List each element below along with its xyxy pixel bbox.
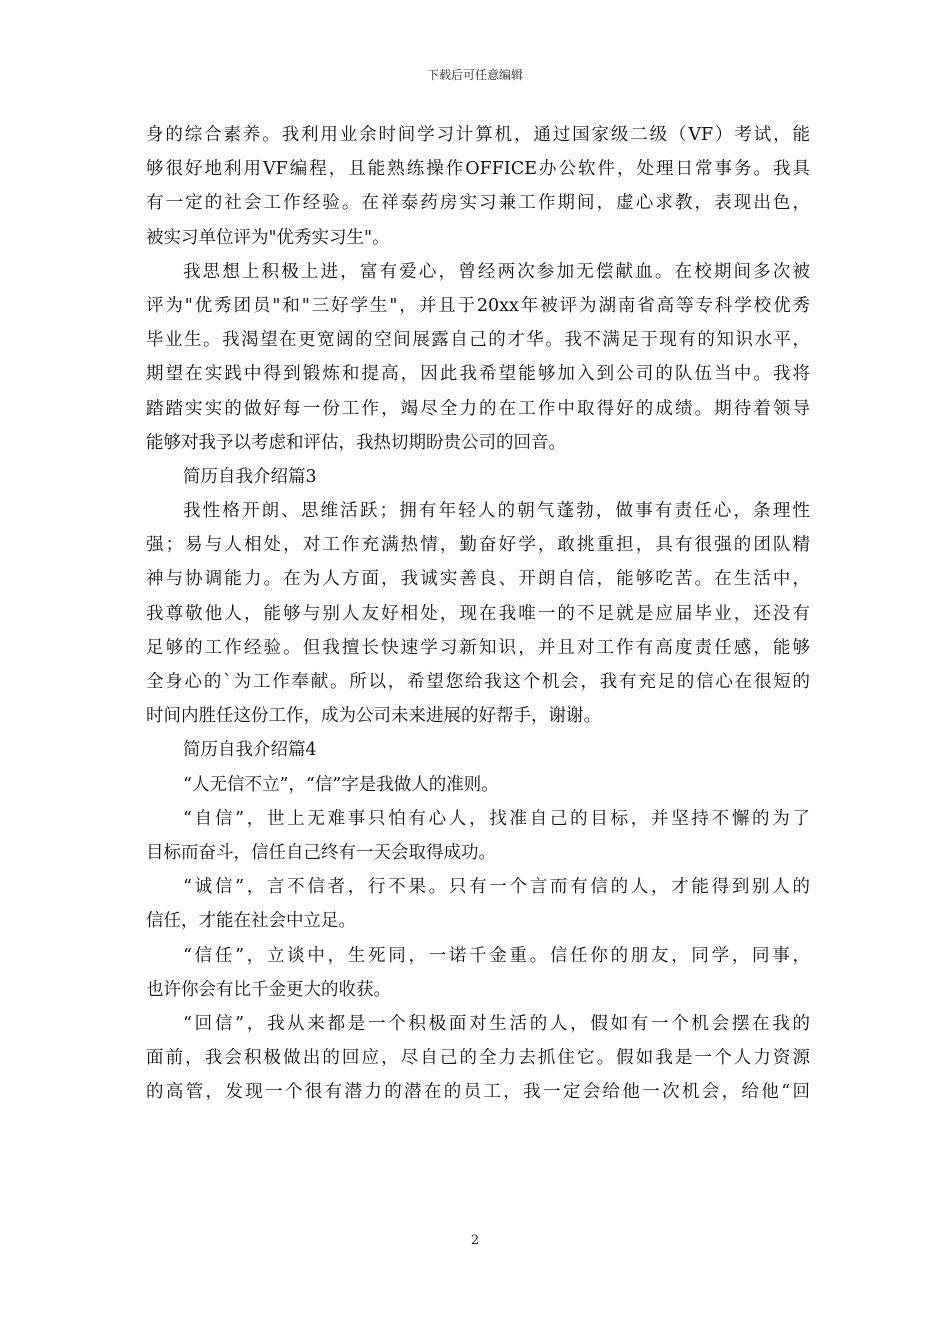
text-line: 身的综合素养。我利用业余时间学习计算机，通过国家级二级（VF）考试，能 bbox=[146, 125, 810, 145]
paragraph-start-line: “回信”，我从来都是一个积极面对生活的人，假如有一个机会摆在我的 bbox=[183, 1013, 810, 1034]
text-line: 足够的工作经验。但我擅长快速学习新知识，并且对工作有高度责任感，能够 bbox=[146, 637, 810, 658]
text-line: 全身心的`为工作奉献。所以，希望您给我这个机会，我有充足的信心在很短的 bbox=[146, 672, 810, 692]
text-line: 够很好地利用VF编程，且能熟练操作OFFICE办公软件，处理日常事务。我具 bbox=[146, 159, 810, 180]
text-line: 踏踏实实的做好每一份工作，竭尽全力的在工作中取得好的成绩。期待着领导 bbox=[146, 398, 810, 419]
text-line: 也许你会有比千金更大的收获。 bbox=[146, 979, 391, 1000]
text-line: 的高管，发现一个很有潜力的潜在的员工，我一定会给他一次机会，给他“回 bbox=[146, 1082, 810, 1103]
text-line: 目标而奋斗，信任自己终有一天会取得成功。 bbox=[146, 842, 496, 863]
page-number: 2 bbox=[470, 1233, 480, 1248]
section-heading: 简历自我介绍篇4 bbox=[183, 740, 317, 761]
paragraph-start-line: “人无信不立”，“信”字是我做人的准则。 bbox=[183, 774, 499, 795]
text-line: 能够对我予以考虑和评估，我热切期盼贵公司的回音。 bbox=[146, 432, 566, 453]
paragraph-start-line: “信任”，立谈中，生死同，一诺千金重。信任你的朋友，同学，同事， bbox=[183, 945, 810, 966]
text-line: 时间内胜任这份工作，成为公司未来进展的好帮手，谢谢。 bbox=[146, 706, 601, 727]
paragraph-start-line: 我性格开朗、思维活跃；拥有年轻人的朝气蓬勃，做事有责任心，条理性 bbox=[183, 501, 810, 522]
paragraph-start-line: “诚信”，言不信者，行不果。只有一个言而有信的人，才能得到别人的 bbox=[183, 877, 810, 898]
text-line: 信任，才能在社会中立足。 bbox=[146, 911, 356, 932]
text-line: 我尊敬他人，能够与别人友好相处，现在我唯一的不足就是应届毕业，还没有 bbox=[146, 603, 810, 624]
text-line: 被实习单位评为"优秀实习生"。 bbox=[146, 227, 390, 248]
page-header: 下载后可任意编辑 bbox=[426, 68, 523, 82]
text-line: 面前，我会积极做出的回应，尽自己的全力去抓住它。假如我是一个人力资源 bbox=[146, 1048, 810, 1069]
paragraph-start-line: “自信”，世上无难事只怕有心人，找准自己的目标，并坚持不懈的为了 bbox=[183, 808, 810, 829]
text-line: 评为"优秀团员"和"三好学生"，并且于20xx年被评为湖南省高等专科学校优秀 bbox=[146, 295, 810, 316]
text-line: 强；易与人相处，对工作充满热情，勤奋好学，敢挑重担，具有很强的团队精 bbox=[146, 535, 810, 556]
text-line: 神与协调能力。在为人方面，我诚实善良、开朗自信，能够吃苦。在生活中， bbox=[146, 569, 810, 590]
text-line: 期望在实践中得到锻炼和提高，因此我希望能够加入到公司的队伍当中。我将 bbox=[146, 364, 810, 385]
text-line: 毕业生。我渴望在更宽阔的空间展露自己的才华。我不满足于现有的知识水平， bbox=[146, 330, 810, 351]
section-heading: 简历自我介绍篇3 bbox=[183, 466, 317, 487]
text-line: 有一定的社会工作经验。在祥泰药房实习兼工作期间，虚心求教，表现出色， bbox=[146, 193, 810, 214]
paragraph-start-line: 我思想上积极上进，富有爱心，曾经两次参加无偿献血。在校期间多次被 bbox=[183, 261, 810, 282]
body-text bbox=[146, 118, 810, 1109]
